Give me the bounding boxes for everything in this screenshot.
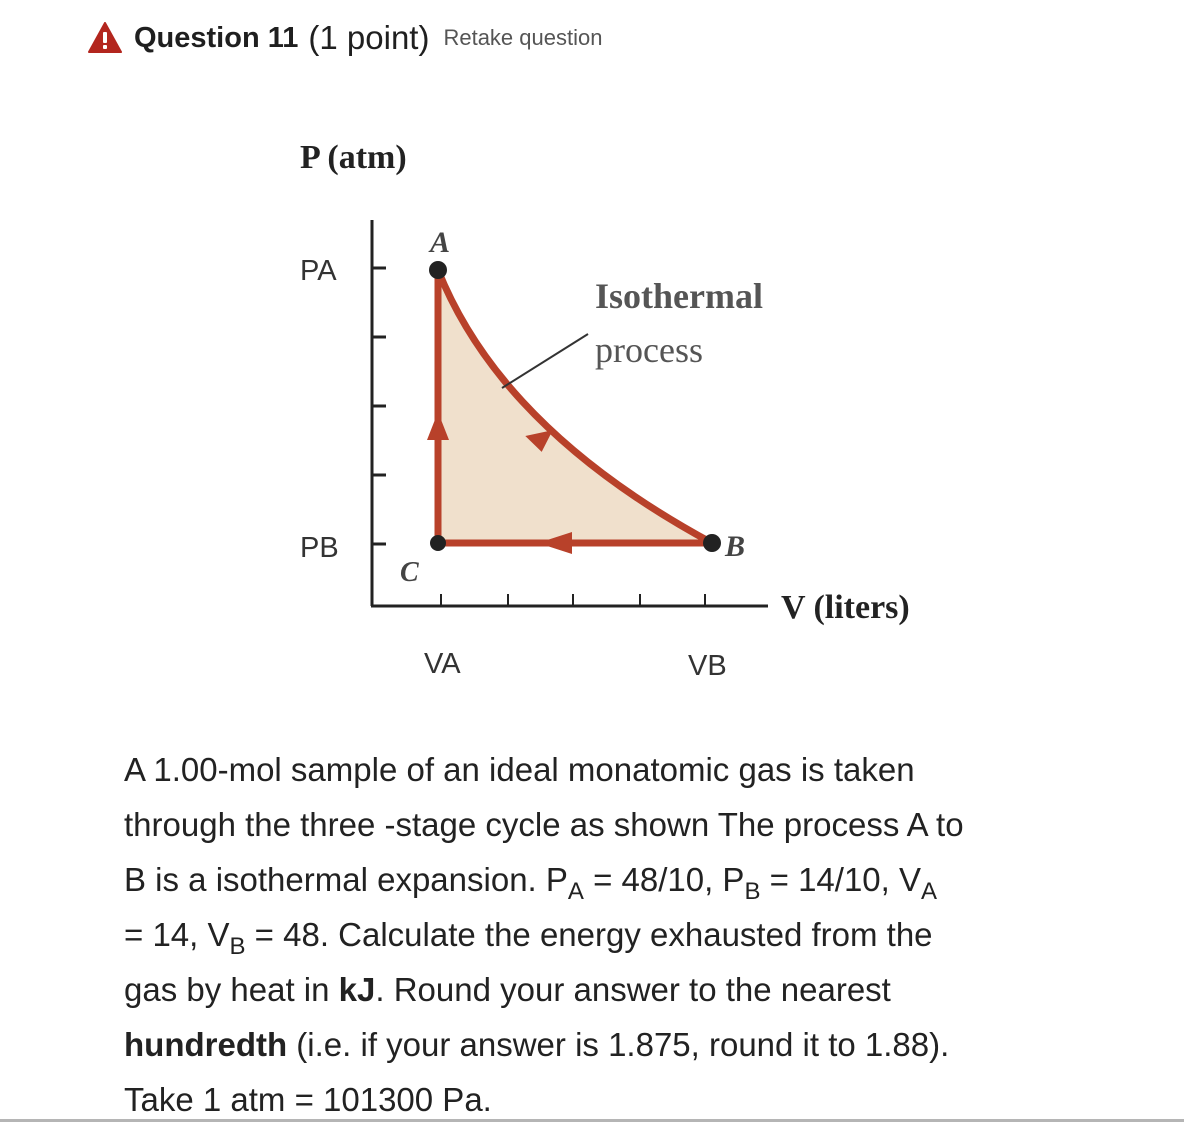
annotation-isothermal: Isothermal	[595, 276, 763, 316]
annotation-process: process	[595, 330, 703, 370]
point-a-label: A	[430, 226, 451, 259]
y-axis-label: P (atm)	[300, 139, 407, 176]
question-line: hundredth (i.e. if your answer is 1.875, round it to 1.88).	[124, 1026, 950, 1063]
question-points: (1 point)	[308, 19, 430, 56]
question-line: A 1.00-mol sample of an ideal monatomic gas is taken	[124, 751, 915, 788]
point-b-label: B	[725, 530, 746, 563]
x-axis-label: V (liters)	[781, 589, 910, 626]
point-b-dot	[703, 534, 721, 552]
point-c-label: C	[400, 557, 419, 588]
question-text	[124, 742, 1134, 1122]
y-ticks	[372, 268, 386, 544]
question-line: Take 1 atm = 101300 Pa.	[124, 1081, 492, 1118]
vb-label: VB	[688, 650, 727, 682]
point-c-dot	[430, 535, 446, 551]
x-ticks	[441, 594, 705, 606]
pb-label: PB	[300, 532, 339, 564]
question-line: through the three -stage cycle as shown The process A to	[124, 806, 964, 843]
point-a-dot	[429, 261, 447, 279]
question-line: gas by heat in kJ. Round your answer to the nearest	[124, 971, 891, 1008]
question-title: Question 11	[134, 21, 299, 54]
annotation-leader	[502, 334, 588, 388]
va-label: VA	[424, 648, 461, 680]
pa-label: PA	[300, 255, 337, 287]
retake-question-link[interactable]: Retake question	[443, 25, 603, 50]
question-line: = 14, $V_B = 48$. Calculate the energy exhausted from the	[124, 916, 933, 960]
question-line: B is a isothermal expansion. $P_A = 48/10$, $P_B = 14/10$, $V_A$	[124, 861, 938, 905]
